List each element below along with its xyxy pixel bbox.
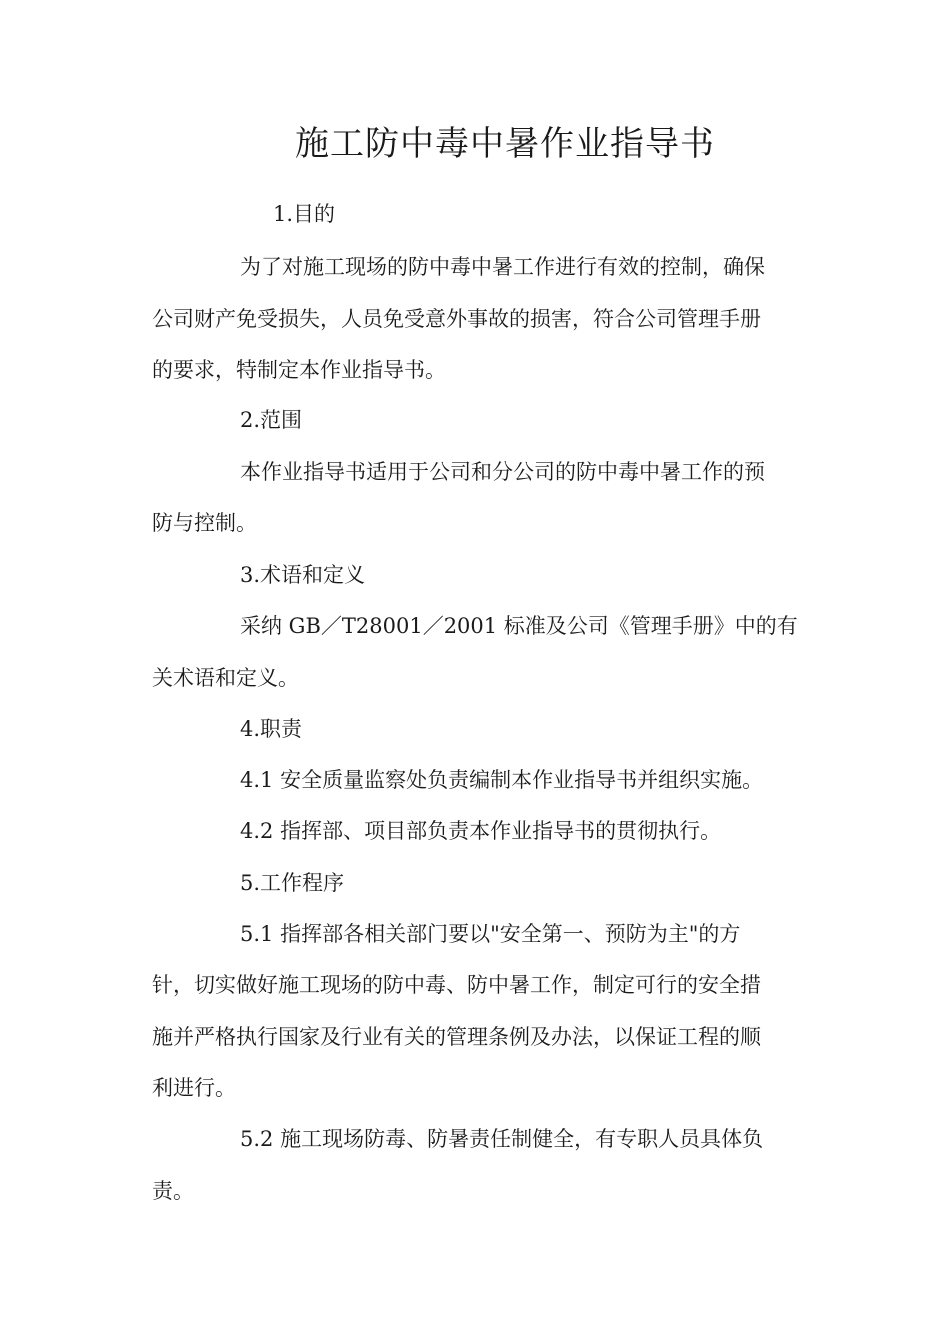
paragraph-line: 针，切实做好施工现场的防中毒、防中暑工作，制定可行的安全措 [152, 973, 761, 997]
document-title: 施工防中毒中暑作业指导书 [295, 124, 715, 164]
paragraph-line: 本作业指导书适用于公司和分公司的防中毒中暑工作的预 [240, 460, 765, 484]
paragraph-line: 公司财产免受损失，人员免受意外事故的损害，符合公司管理手册 [152, 307, 761, 331]
paragraph-line: 利进行。 [152, 1076, 236, 1100]
paragraph-line: 关术语和定义。 [152, 666, 299, 690]
paragraph-line: 4.2 指挥部、项目部负责本作业指导书的贯彻执行。 [240, 819, 722, 843]
section-heading-scope: 2.范围 [240, 408, 303, 432]
paragraph-line: 5.1 指挥部各相关部门要以"安全第一、预防为主"的方 [240, 922, 741, 946]
paragraph-line: 防与控制。 [152, 511, 257, 535]
paragraph-line: 4.1 安全质量监察处负责编制本作业指导书并组织实施。 [240, 768, 764, 792]
paragraph-line: 为了对施工现场的防中毒中暑工作进行有效的控制，确保 [240, 255, 765, 279]
paragraph-line: 的要求，特制定本作业指导书。 [152, 358, 446, 382]
paragraph-line: 施并严格执行国家及行业有关的管理条例及办法，以保证工程的顺 [152, 1025, 761, 1049]
section-heading-terms: 3.术语和定义 [240, 563, 366, 587]
section-heading-duties: 4.职责 [240, 717, 303, 741]
paragraph-line: 5.2 施工现场防毒、防暑责任制健全，有专职人员具体负 [240, 1127, 764, 1151]
paragraph-line: 采纳 GB／T28001／2001 标准及公司《管理手册》中的有 [240, 614, 798, 638]
paragraph-line: 责。 [152, 1179, 194, 1203]
section-heading-procedure: 5.工作程序 [240, 871, 345, 895]
section-heading-purpose: 1.目的 [273, 202, 336, 226]
